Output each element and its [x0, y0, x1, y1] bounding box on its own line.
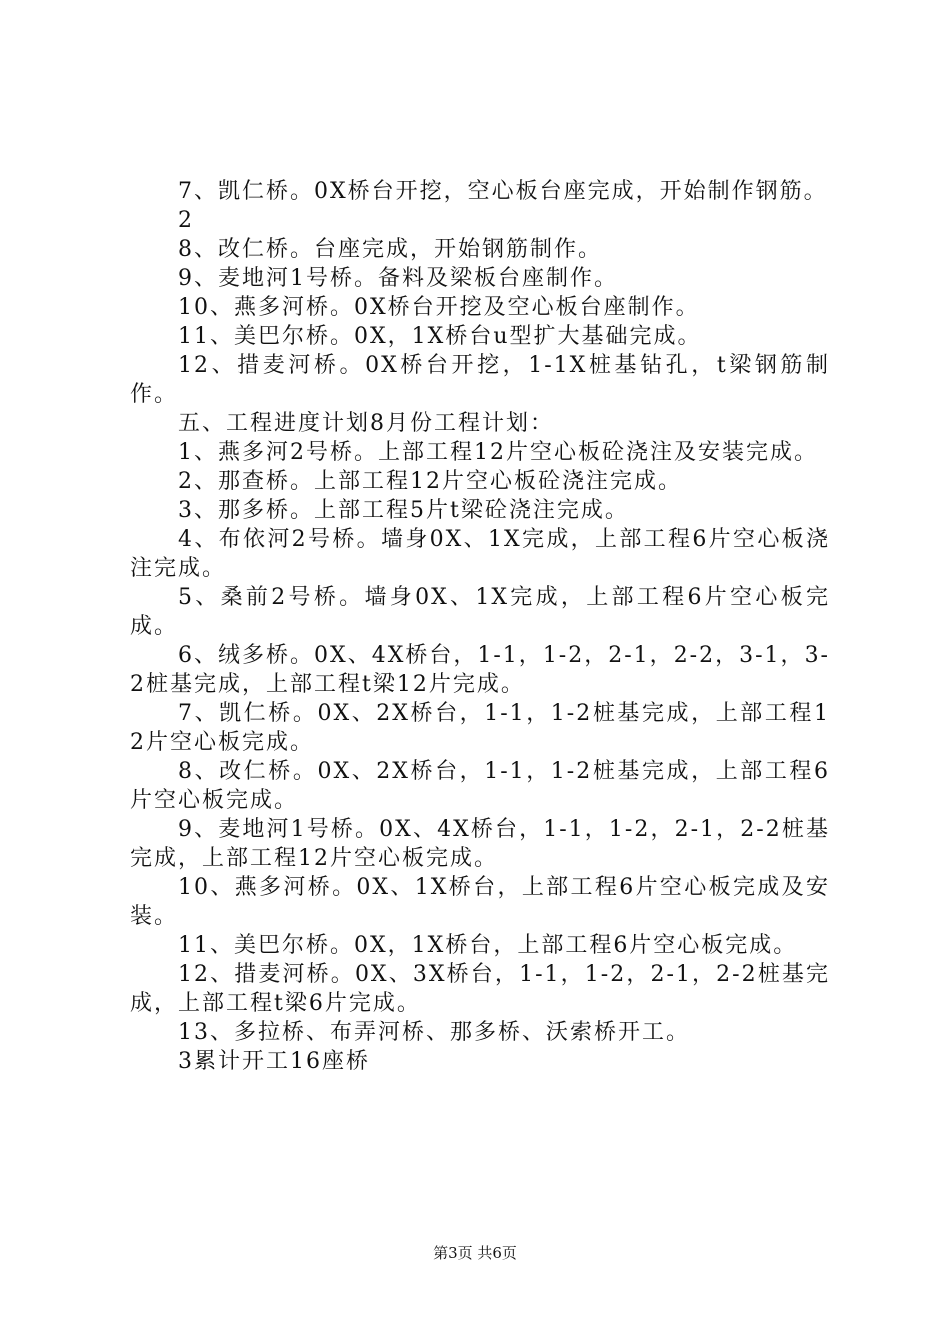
paragraph-plan-1: 1、燕多河2号桥。上部工程12片空心板砼浇注及安装完成。 [178, 440, 818, 465]
paragraph-yanduohe-bridge-1: 10、燕多河桥。0X桥台开挖及空心板台座制作。 [178, 295, 700, 320]
section-heading-august-plan: 五、工程进度计划8月份工程计划： [178, 411, 554, 436]
paragraph-plan-8: 8、改仁桥。0X、2X桥台，1-1，1-2桩基完成，上部工程6片空心板完成。 [130, 759, 830, 813]
paragraph-plan-11: 11、美巴尔桥。0X，1X桥台，上部工程6片空心板完成。 [178, 933, 798, 958]
paragraph-plan-9: 9、麦地河1号桥。0X、4X桥台，1-1，1-2，2-1，2-2桩基完成，上部工程12片空心板完成。 [130, 817, 830, 871]
paragraph-maidihe-bridge-1: 9、麦地河1号桥。备料及梁板台座制作。 [178, 266, 618, 291]
paragraph-marker-2: 2 [178, 208, 194, 233]
paragraph-plan-6: 6、绒多桥。0X、4X桥台，1-1，1-2，2-1，2-2，3-1，3-2桩基完成，上部工程t梁12片完成。 [130, 643, 830, 697]
document-body [130, 177, 830, 1076]
paragraph-kairen-bridge-1: 7、凯仁桥。0X桥台开挖，空心板台座完成，开始制作钢筋。 [178, 179, 828, 204]
paragraph-plan-10: 10、燕多河桥。0X、1X桥台，上部工程6片空心板完成及安装。 [130, 875, 830, 929]
paragraph-plan-12: 12、措麦河桥。0X、3X桥台，1-1，1-2，2-1，2-2桩基完成，上部工程t梁6片完成。 [130, 962, 830, 1016]
paragraph-plan-4: 4、布依河2号桥。墙身0X、1X完成，上部工程6片空心板浇注完成。 [130, 527, 830, 581]
paragraph-plan-5: 5、桑前2号桥。墙身0X、1X完成，上部工程6片空心板完成。 [130, 585, 830, 639]
page-number-footer: 第3页 共6页 [433, 1244, 517, 1262]
paragraph-plan-2: 2、那查桥。上部工程12片空心板砼浇注完成。 [178, 469, 682, 494]
paragraph-gairen-bridge-1: 8、改仁桥。台座完成，开始钢筋制作。 [178, 237, 602, 262]
paragraph-plan-3: 3、那多桥。上部工程5片t梁砼浇注完成。 [178, 498, 629, 523]
paragraph-cumulative-total: 3累计开工16座桥 [178, 1049, 370, 1074]
paragraph-meibaer-bridge-1: 11、美巴尔桥。0X，1X桥台u型扩大基础完成。 [178, 324, 702, 349]
paragraph-plan-13: 13、多拉桥、布弄河桥、那多桥、沃索桥开工。 [178, 1020, 690, 1045]
paragraph-cuomaihe-bridge-1: 12、措麦河桥。0X桥台开挖，1-1X桩基钻孔，t梁钢筋制作。 [130, 353, 830, 407]
paragraph-plan-7: 7、凯仁桥。0X、2X桥台，1-1，1-2桩基完成，上部工程12片空心板完成。 [130, 701, 830, 755]
